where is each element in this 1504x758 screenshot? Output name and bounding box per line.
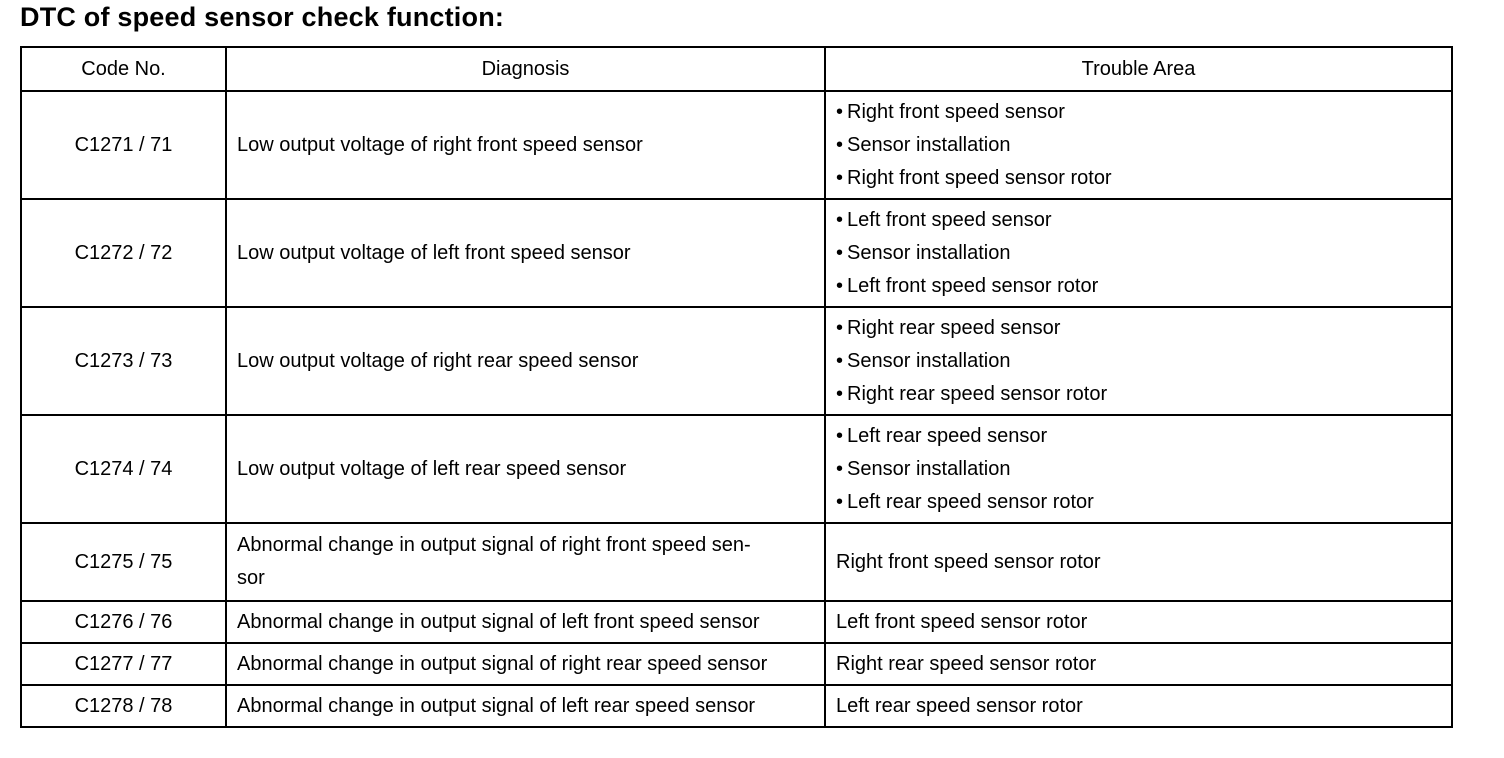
list-item [836, 345, 1441, 378]
list-item-text: Right rear speed sensor rotor [847, 382, 1108, 405]
trouble-area-list [836, 96, 1441, 195]
bullet-icon: • [836, 457, 844, 480]
table-row [21, 199, 1452, 307]
diagnosis-cell: Abnormal change in output signal of left front speed sensor [226, 601, 825, 643]
list-item [836, 270, 1441, 303]
table-row [21, 523, 1452, 601]
trouble-area-cell [825, 199, 1452, 307]
table-row [21, 415, 1452, 523]
list-item [836, 162, 1441, 195]
table-row [21, 601, 1452, 643]
list-item-text: Left rear speed sensor rotor [847, 490, 1094, 513]
list-item [836, 312, 1441, 345]
list-item [836, 129, 1441, 162]
table-header-row [21, 47, 1452, 91]
header-code: Code No. [21, 47, 226, 91]
list-item [836, 96, 1441, 129]
bullet-icon: • [836, 316, 844, 339]
diagnosis-cell: Abnormal change in output signal of left rear speed sensor [226, 685, 825, 727]
code-cell: C1277 / 77 [21, 643, 226, 685]
list-item-text: Sensor installation [847, 133, 1011, 156]
list-item-text: Right rear speed sensor [847, 316, 1061, 339]
bullet-icon: • [836, 133, 844, 156]
list-item-text: Right front speed sensor [847, 100, 1065, 123]
bullet-icon: • [836, 349, 844, 372]
list-item-text: Sensor installation [847, 457, 1011, 480]
bullet-icon: • [836, 274, 844, 297]
list-item [836, 378, 1441, 411]
list-item-text: Right front speed sensor rotor [847, 166, 1112, 189]
trouble-area-list [836, 312, 1441, 411]
bullet-icon: • [836, 208, 844, 231]
bullet-icon: • [836, 424, 844, 447]
trouble-area-cell [825, 307, 1452, 415]
code-cell: C1272 / 72 [21, 199, 226, 307]
trouble-area-list [836, 420, 1441, 519]
trouble-area-cell: Right rear speed sensor rotor [825, 643, 1452, 685]
list-item-text: Left front speed sensor rotor [847, 274, 1099, 297]
trouble-area-cell: Left front speed sensor rotor [825, 601, 1452, 643]
code-cell: C1276 / 76 [21, 601, 226, 643]
code-cell: C1275 / 75 [21, 523, 226, 601]
trouble-area-list [836, 204, 1441, 303]
diagnosis-line: Abnormal change in output signal of right front speed sen- [237, 534, 751, 556]
trouble-area-cell: Left rear speed sensor rotor [825, 685, 1452, 727]
list-item [836, 237, 1441, 270]
table-row [21, 307, 1452, 415]
list-item-text: Sensor installation [847, 349, 1011, 372]
list-item-text: Left front speed sensor [847, 208, 1052, 231]
table-row [21, 91, 1452, 199]
list-item [836, 420, 1441, 453]
list-item-text: Left rear speed sensor [847, 424, 1048, 447]
diagnosis-cell: Abnormal change in output signal of right rear speed sensor [226, 643, 825, 685]
table-row [21, 685, 1452, 727]
bullet-icon: • [836, 490, 844, 513]
code-cell: C1274 / 74 [21, 415, 226, 523]
bullet-icon: • [836, 382, 844, 405]
diagnosis-cell: Low output voltage of left front speed sensor [226, 199, 825, 307]
list-item-text: Sensor installation [847, 241, 1011, 264]
list-item [836, 204, 1441, 237]
bullet-icon: • [836, 166, 844, 189]
page-title: DTC of speed sensor check function: [20, 2, 505, 32]
diagnosis-cell: Low output voltage of right rear speed sensor [226, 307, 825, 415]
list-item [836, 453, 1441, 486]
code-cell: C1271 / 71 [21, 91, 226, 199]
header-trouble-area: Trouble Area [825, 47, 1452, 91]
trouble-area-cell: Right front speed sensor rotor [825, 523, 1452, 601]
code-cell: C1278 / 78 [21, 685, 226, 727]
bullet-icon: • [836, 241, 844, 264]
list-item [836, 486, 1441, 519]
trouble-area-cell [825, 415, 1452, 523]
dtc-table [20, 46, 1453, 728]
diagnosis-cell [226, 523, 825, 601]
diagnosis-line: sor [237, 567, 265, 589]
bullet-icon: • [836, 100, 844, 123]
diagnosis-cell: Low output voltage of left rear speed sensor [226, 415, 825, 523]
table-row [21, 643, 1452, 685]
code-cell: C1273 / 73 [21, 307, 226, 415]
trouble-area-cell [825, 91, 1452, 199]
diagnosis-cell: Low output voltage of right front speed sensor [226, 91, 825, 199]
header-diagnosis: Diagnosis [226, 47, 825, 91]
